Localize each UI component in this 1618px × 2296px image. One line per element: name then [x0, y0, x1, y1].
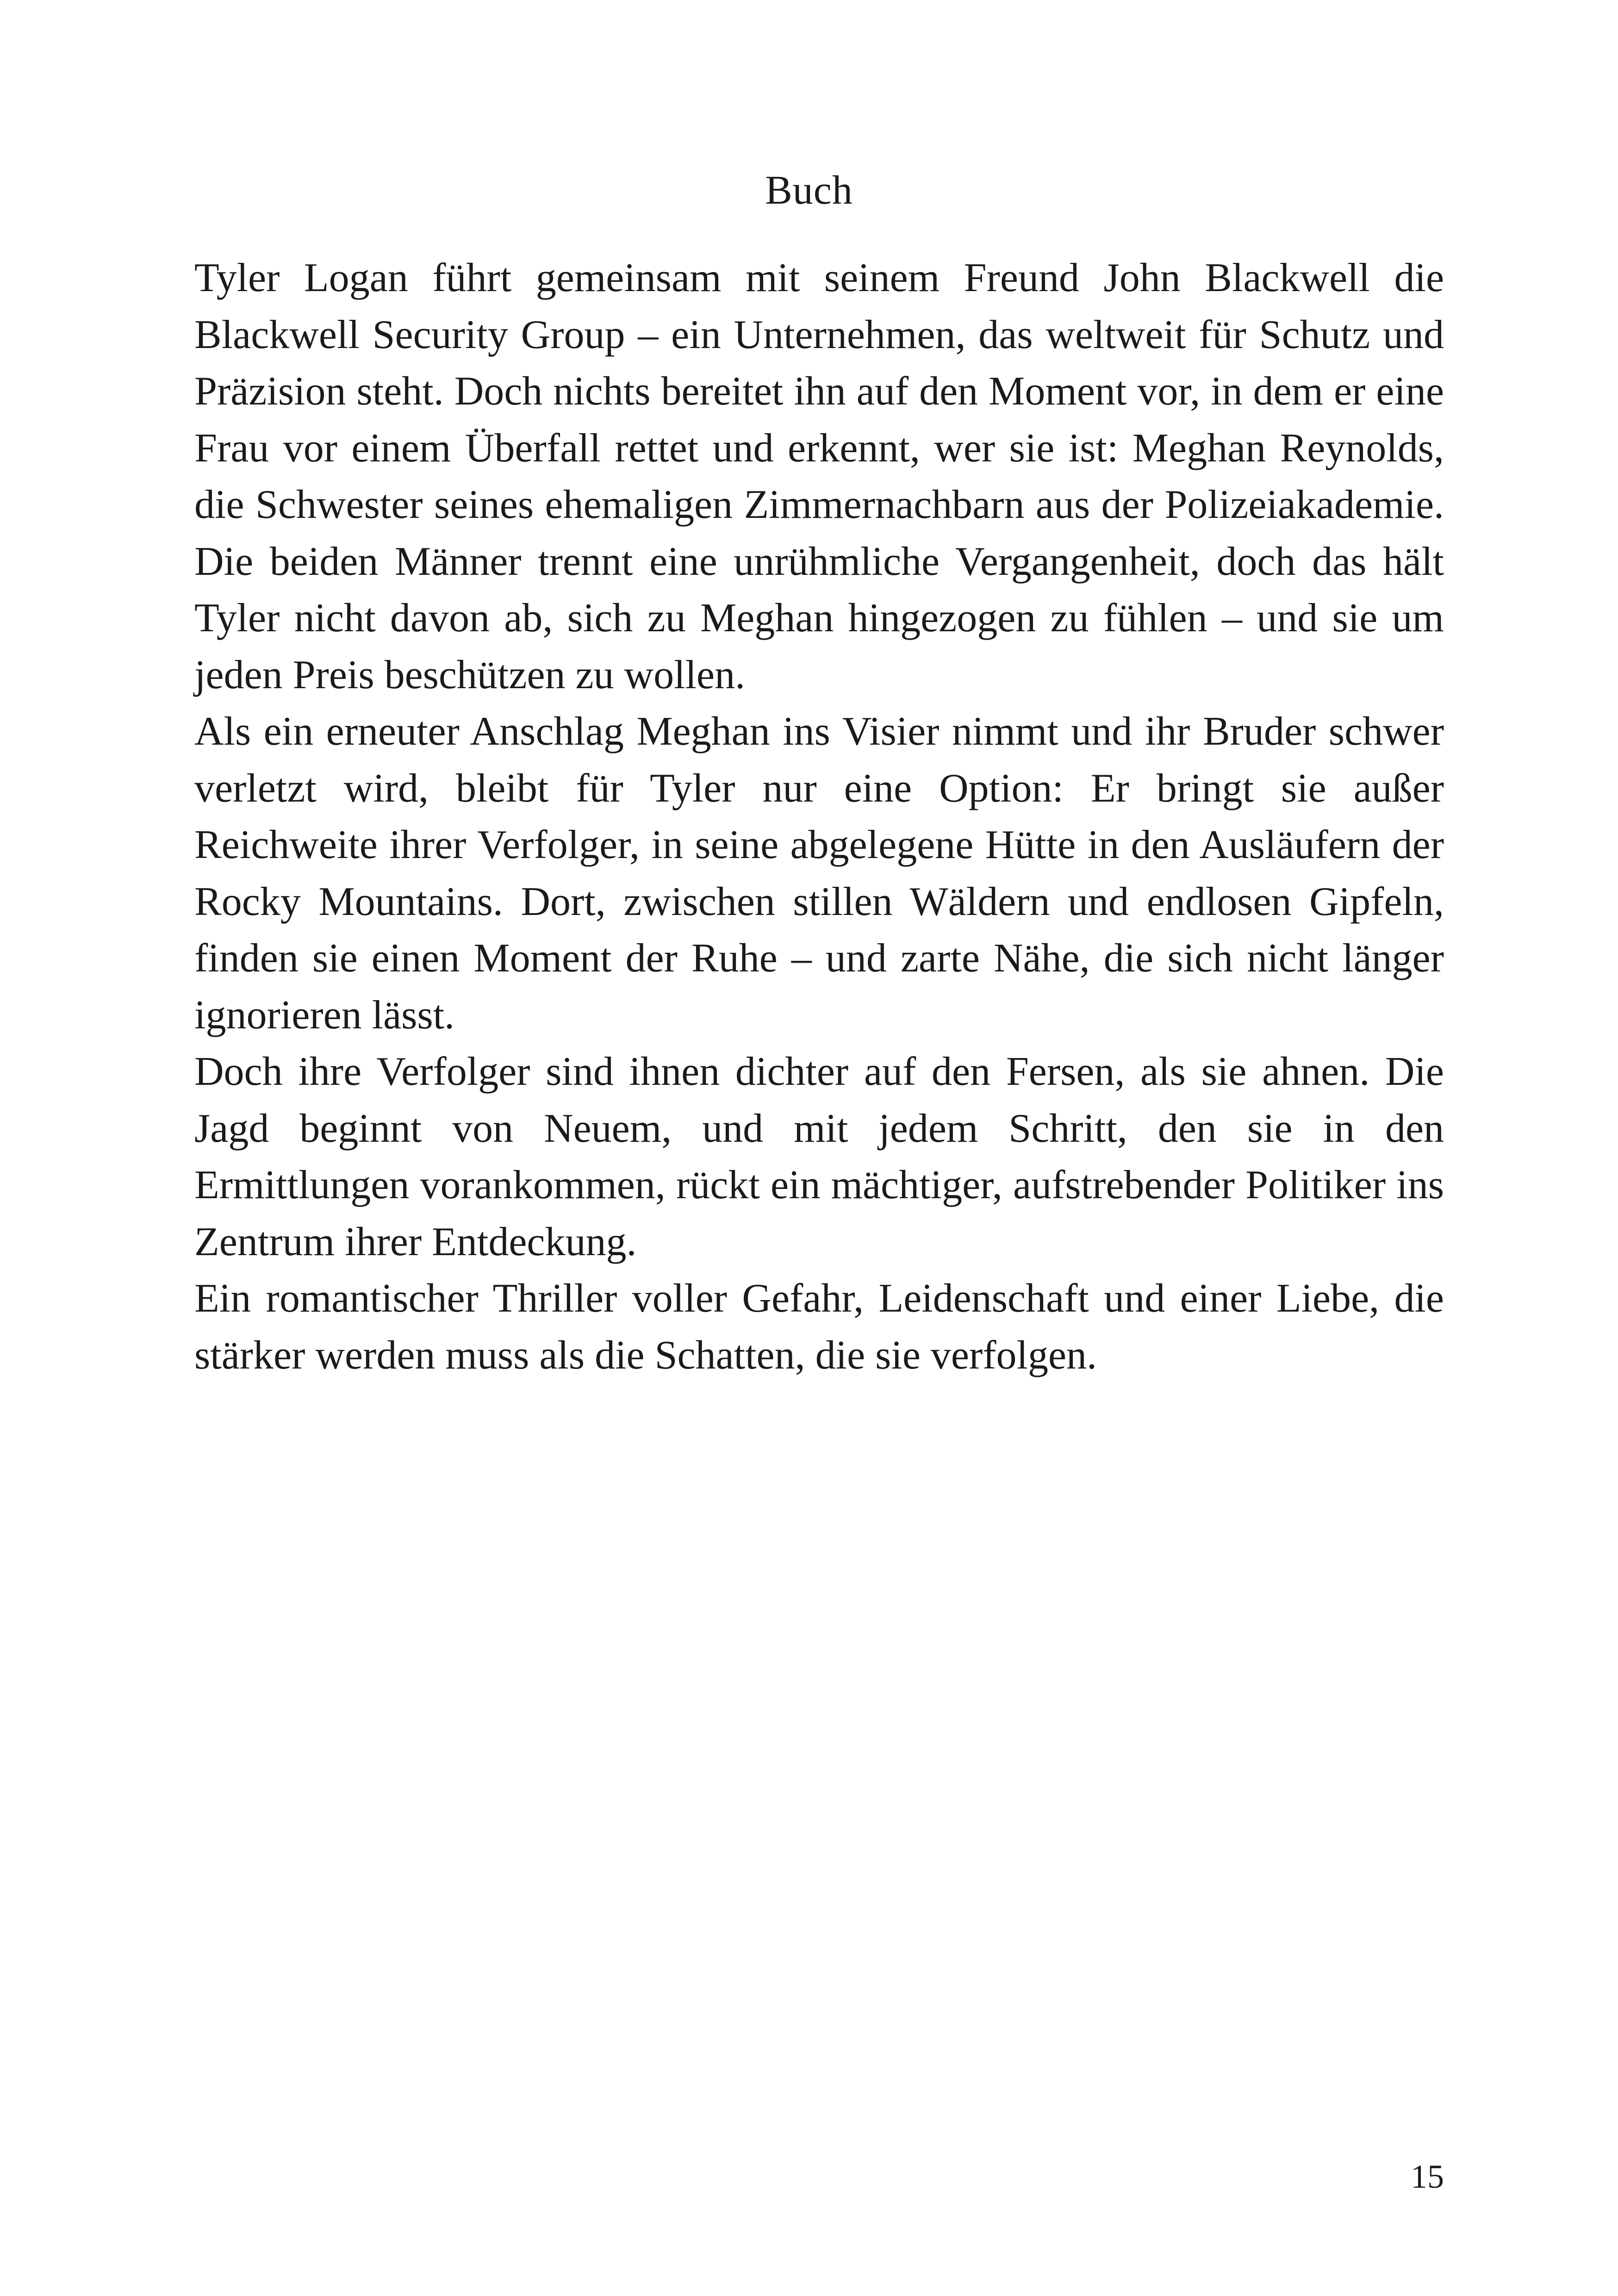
page-number: 15 [1411, 2158, 1444, 2195]
paragraph: Doch ihre Verfolger sind ihnen dichter auf den Fersen, als sie ahnen. Die Jagd beginnt von Neuem, und mit jedem Schritt, den sie in den Ermittlungen vorankommen, rückt ein mächtiger, aufstrebender Politiker ins Zentrum ihrer Entdeckung. [194, 1049, 1444, 1264]
paragraph: Ein romantischer Thriller voller Gefahr, Leidenschaft und einer Liebe, die stärker werden muss als die Schatten, die sie verfolgen. [194, 1276, 1444, 1378]
section-heading: Buch [765, 168, 853, 213]
blurb-text [194, 250, 1444, 1384]
paragraph: Als ein erneuter Anschlag Meghan ins Visier nimmt und ihr Bruder schwer verletzt wird, bleibt für Tyler nur eine Option: Er bringt sie außer Reichweite ihrer Verfolger, in seine abgelegene Hütte in den Ausläufern der Rocky Mountains. Dort, zwischen stillen Wäldern und endlosen Gipfeln, finden sie einen Moment der Ruhe – und zarte Nähe, die sich nicht länger ignorieren lässt. [194, 709, 1444, 1038]
paragraph: Tyler Logan führt gemeinsam mit seinem Freund John Blackwell die Blackwell Security Group – ein Unternehmen, das weltweit für Schutz und Präzision steht. Doch nichts bereitet ihn auf den Moment vor, in dem er eine Frau vor einem Überfall rettet und erkennt, wer sie ist: Meghan Reynolds, die Schwester seines ehemaligen Zimmernachbarn aus der Polizeiakademie. Die beiden Männer trennt eine unrühmliche Vergangenheit, doch das hält Tyler nicht davon ab, sich zu Meghan hingezogen zu fühlen – und sie um jeden Preis beschützen zu wollen. [194, 255, 1444, 697]
